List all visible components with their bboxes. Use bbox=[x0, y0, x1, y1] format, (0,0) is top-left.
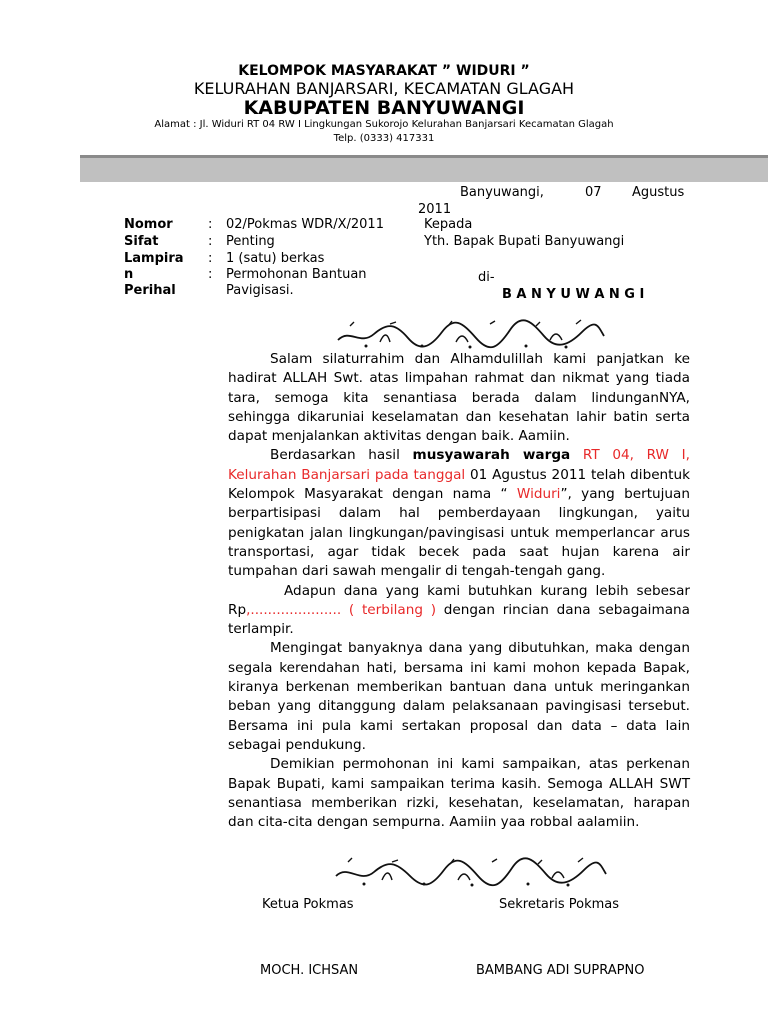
perihal-colon: : bbox=[208, 267, 213, 282]
letterhead-address: Alamat : Jl. Widuri RT 04 RW I Lingkungan Sukorojo Kelurahan Banjarsari Kecamatan Glagah bbox=[154, 119, 614, 130]
sifat-label: Sifat bbox=[124, 234, 159, 249]
lampiran-value: 1 (satu) berkas bbox=[226, 251, 325, 266]
date-month: Agustus bbox=[632, 185, 685, 200]
p2-red-name: Widuri bbox=[516, 486, 561, 503]
lampiran-label-2: n bbox=[124, 267, 134, 282]
nomor-label: Nomor bbox=[124, 217, 173, 232]
paragraph-greeting: Salam silaturrahim dan Alhamdulillah kami panjatkan ke hadirat ALLAH Swt. atas limpahan rahmat dan nikmat yang tiada tara, semoga kita senantiasa berada dalam lindunganNYA, sehingga dikaruniai keselamatan dan kesehatan lahir batin serta dapat menjalankan aktivitas dengan baik. Aamiin. bbox=[228, 351, 690, 445]
sifat-value: Penting bbox=[226, 234, 275, 249]
arabic-calligraphy-opening-icon bbox=[330, 318, 610, 350]
letter-body bbox=[228, 350, 690, 832]
paragraph-background bbox=[228, 446, 690, 581]
letterhead-phone: Telp. (0333) 417331 bbox=[333, 133, 435, 144]
date-day: 07 bbox=[585, 185, 602, 200]
nomor-value: 02/Pokmas WDR/X/2011 bbox=[226, 217, 384, 232]
signature-left-name: MOCH. ICHSAN bbox=[260, 963, 359, 978]
perihal-value-2: Pavigisasi. bbox=[226, 283, 294, 298]
recipient-city: B A N Y U W A N G I bbox=[502, 287, 645, 302]
perihal-value-1: Permohonan Bantuan bbox=[226, 267, 367, 282]
p3-red-amount: ,..................... ( terbilang ) bbox=[246, 601, 437, 618]
recipient-name: Yth. Bapak Bupati Banyuwangi bbox=[424, 234, 625, 249]
letterhead-kabupaten: KABUPATEN BANYUWANGI bbox=[243, 97, 525, 119]
p2-bold: musyawarah warga bbox=[412, 447, 571, 464]
recipient-di: di- bbox=[478, 270, 495, 285]
date-year: 2011 bbox=[418, 202, 452, 217]
date-city: Banyuwangi, bbox=[460, 185, 544, 200]
signature-right-title: Sekretaris Pokmas bbox=[499, 897, 620, 912]
lampiran-label-1: Lampira bbox=[124, 251, 184, 266]
lampiran-colon: : bbox=[208, 251, 213, 266]
arabic-calligraphy-closing-icon bbox=[330, 856, 610, 888]
p3-text-a: Adapun dana yang kami butuhkan kurang lebih sebesar Rp bbox=[228, 582, 690, 618]
p2-text-c: ”, yang bertujuan berpartisipasi dalam hal pemberdayaan lingkungan, yaitu penigkatan jalan lingkungan/pavingisasi untuk memperlancar arus transportasi, agar tidak becek pada saat hujan karena air tumpahan dari sawah mengalir di tengah-tengah gang. bbox=[228, 486, 690, 580]
letterhead-divider bbox=[80, 155, 768, 182]
signature-left-title: Ketua Pokmas bbox=[262, 897, 354, 912]
sifat-colon: : bbox=[208, 234, 213, 249]
nomor-colon: : bbox=[208, 217, 213, 232]
paragraph-closing: Demikian permohonan ini kami sampaikan, atas perkenan Bapak Bupati, kami sampaikan terima kasih. Semoga ALLAH SWT senantiasa memberikan rizki, kesehatan, keselamatan, harapan dan cita-cita dengan sempurna. Aamiin yaa robbal aalamiin. bbox=[228, 756, 690, 831]
p2-red-location: RT 04, RW I, Kelurahan Banjarsari pada tanggal bbox=[228, 447, 690, 483]
perihal-label: Perihal bbox=[124, 283, 176, 298]
paragraph-funding bbox=[228, 582, 690, 640]
p2-text-a: Berdasarkan hasil bbox=[270, 447, 413, 464]
signature-right-name: BAMBANG ADI SUPRAPNO bbox=[476, 963, 645, 978]
p3-text-b: dengan rincian dana sebagaimana terlampir. bbox=[228, 601, 690, 638]
letterhead-kelurahan: KELURAHAN BANJARSARI, KECAMATAN GLAGAH bbox=[193, 79, 575, 98]
letterhead-org: KELOMPOK MASYARAKAT ” WIDURI ” bbox=[238, 63, 530, 79]
recipient-kepada: Kepada bbox=[424, 217, 473, 232]
p2-text-b: 01 Agustus 2011 telah dibentuk Kelompok Masyarakat dengan nama “ bbox=[228, 466, 690, 503]
paragraph-request: Mengingat banyaknya dana yang dibutuhkan, maka dengan segala kerendahan hati, bersama ini kami mohon kepada Bapak, kiranya berkenan memberikan bantuan dana untuk meringankan beban yang ditanggung dalam pelaksanaan pavingisasi tersebut. Bersama ini pula kami sertakan proposal dan data – data lain sebagai pendukung. bbox=[228, 640, 690, 753]
